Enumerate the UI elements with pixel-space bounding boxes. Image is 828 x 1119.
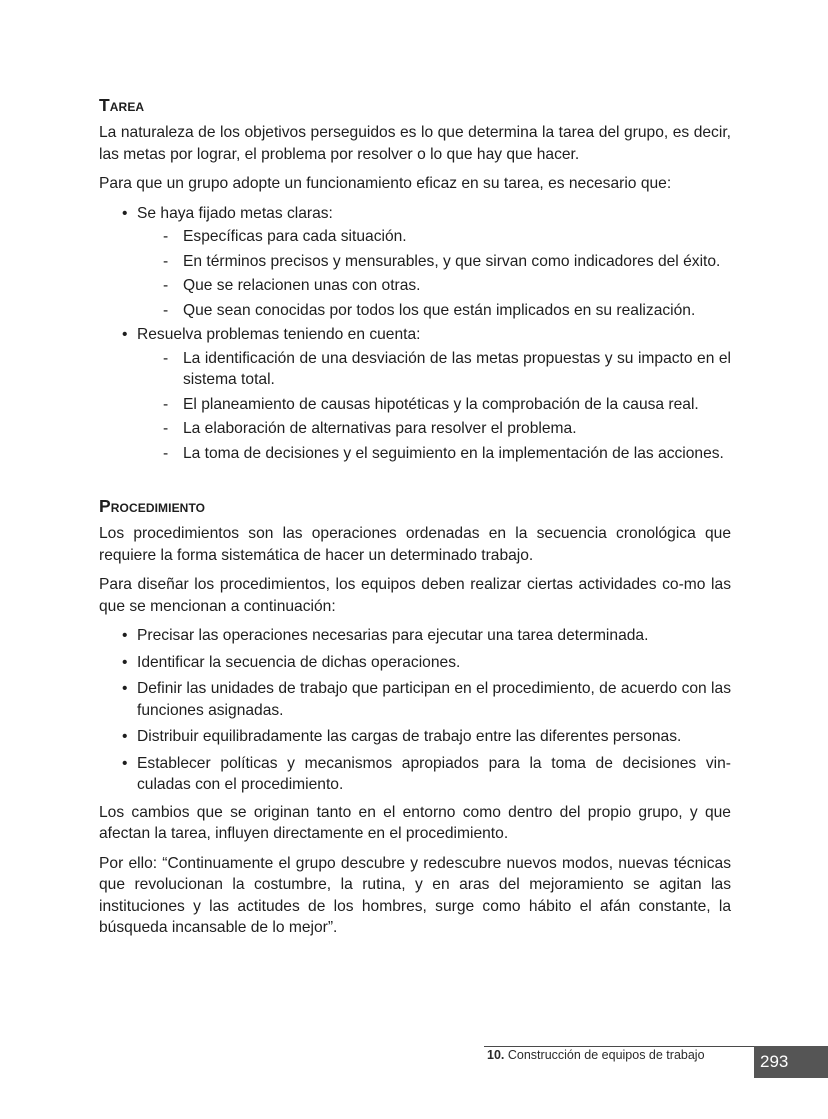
bullet-marker: • [122,754,128,772]
list-item-text: Que se relacionen unas con otras. [183,277,421,294]
page-content [99,94,731,947]
list-item-text: En términos precisos y mensurables, y que sirvan como indicadores del éxito. [183,252,721,270]
paragraph: Para diseñar los procedimientos, los equipos deben realizar ciertas actividades co-mo las que se mencionan a continuación: [99,576,731,615]
bullet-marker: • [122,680,128,697]
footer-chapter [487,1048,705,1062]
list-item-text: La identificación de una desviación de las metas propuestas y su impacto en el sistema total. [183,349,731,388]
dash-marker: - [163,252,169,270]
list-item-text: La toma de decisiones y el seguimiento en la implementación de las acciones. [183,444,724,462]
list-item-text: Específicas para cada situación. [183,228,407,245]
page-number-box [754,1046,828,1078]
list-item [122,203,731,322]
list-item-text: La elaboración de alternativas para resolver el problema. [183,420,577,437]
list-item [122,753,731,796]
list-item [163,300,731,322]
list-item-text: El planeamiento de causas hipotéticas y la comprobación de la causa real. [183,395,699,413]
list-item-text: Definir las unidades de trabajo que participan en el procedimiento, de acuerdo con las funciones asignadas. [137,680,731,719]
paragraph: La naturaleza de los objetivos perseguidos es lo que determina la tarea del grupo, es decir, las metas por lograr, el problema por resolver o lo que hay que hacer. [99,124,731,163]
bullet-marker: • [122,627,128,644]
bullet-marker: • [122,204,128,222]
dash-marker: - [163,420,169,437]
list-item [163,443,731,465]
list-item [122,652,731,674]
list-item-text: Resuelva problemas teniendo en cuenta: [137,326,421,343]
dash-list [123,348,731,465]
list-item-text: Distribuir equilibradamente las cargas de trabajo entre las diferentes personas. [137,728,682,745]
paragraph: Los procedimientos son las operaciones ordenadas en la secuencia cronológica que requiere la forma sistemática de hacer un determinado trabajo. [99,525,731,564]
list-item [122,625,731,647]
section-heading-procedimiento: Procedimiento [99,496,206,516]
dash-marker: - [163,277,169,294]
list-item-text: Se haya fijado metas claras: [137,204,333,222]
list-item-text: Precisar las operaciones necesarias para ejecutar una tarea determinada. [137,627,649,644]
dash-marker: - [163,301,169,319]
list-item [122,324,731,464]
paragraph-quote: Por ello: “Continuamente el grupo descubre y redescubre nuevos modos, nuevas técnicas que revolucionan la costumbre, la rutina, y en aras del mejoramiento se agitan las instituciones y las actitudes de los hombres, surge como hábito el afán constante, la búsqueda incansable de lo mejor”. [99,854,731,936]
dash-marker: - [163,444,169,462]
list-item [163,226,731,248]
dash-marker: - [163,349,169,367]
list-item-text: Que sean conocidas por todos los que están implicados en su realización. [183,301,696,319]
paragraph: Los cambios que se originan tanto en el entorno como dentro del propio grupo, y que afectan la tarea, influyen directamente en el procedimiento. [99,803,731,842]
list-item [163,275,731,297]
bullet-list [99,625,731,796]
list-item-text: Establecer políticas y mecanismos apropiados para la toma de decisiones vin-culadas con el procedimiento. [137,754,731,793]
list-item [163,348,731,391]
list-item [163,251,731,273]
bullet-list [99,203,731,465]
dash-marker: - [163,228,169,245]
list-item-text: Identificar la secuencia de dichas operaciones. [137,653,461,671]
section-heading-tarea: Tarea [99,95,145,115]
list-item [122,726,731,748]
list-item [163,394,731,416]
dash-marker: - [163,395,169,413]
chapter-title: Construcción de equipos de trabajo [507,1048,705,1062]
bullet-marker: • [122,653,128,671]
bullet-marker: • [122,326,128,343]
paragraph: Para que un grupo adopte un funcionamiento eficaz en su tarea, es necesario que: [99,175,672,192]
page-footer [484,1040,828,1078]
chapter-number: 10. [487,1048,505,1062]
list-item [122,678,731,721]
list-item [163,418,731,440]
dash-list [123,226,731,321]
bullet-marker: • [122,728,128,745]
page-number: 293 [760,1052,789,1071]
